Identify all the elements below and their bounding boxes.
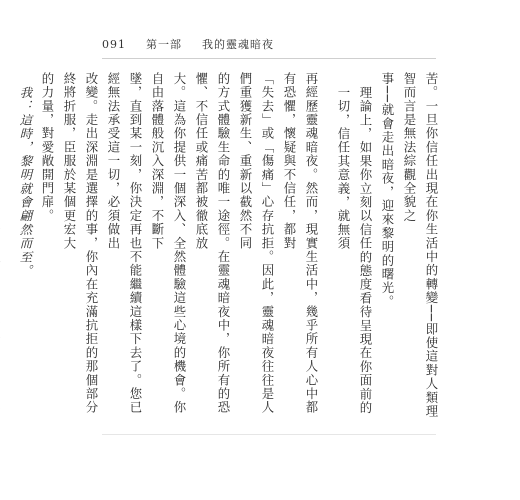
text-column: 「失去」或「傷痛」心存抗拒。因此，靈魂暗夜往往是人們重獲新生、重新以截然不同 [238, 72, 275, 415]
text-column: 墜，直到某一刻，你決定再也不能繼續這樣下去了。您已經無法承受這一切，必須做出 [106, 72, 143, 415]
text-column: 的力量，對愛敞開門扉。 [40, 72, 55, 223]
text-column: 的方式體驗生命的唯一途徑。在靈魂暗夜中，你所有的恐懼、不信任或痛苦都被徹底放 [194, 72, 231, 415]
text-column: 事──就會走出暗夜，迎來黎明的曙光。 [380, 72, 395, 309]
bottom-divider [102, 434, 436, 435]
header-divider [102, 58, 436, 59]
running-header [102, 36, 274, 52]
chapter-title: 我的靈魂暗夜 [202, 38, 274, 51]
dialogue-me: 我：這時，黎明就會翩然而至。 [18, 86, 33, 278]
text-column: 理論上，如果你立刻以信任的態度看待呈現在你面前的一切，信任其意義，就無須 [336, 86, 373, 415]
text-column: 再經歷靈魂暗夜。然而，現實生活中，幾乎所有人心中都有恐懼，懷疑與不信任，都對 [282, 72, 319, 415]
page-number: 091 [102, 38, 126, 51]
vertical-body-text [18, 72, 442, 426]
text-column: 大。這為你提供一個深入、全然體驗這些心境的機會。你自由落體般沉入深淵，不斷下 [150, 72, 187, 415]
dialogue-soul [0, 72, 4, 426]
text-column: 苦。一旦你信任出現在你生活中的轉變──即使這對人類理智而言是無法綜觀全貌之 [402, 72, 439, 419]
text-column: 改變。走出深淵是選擇的事，你內在充滿抗拒的那個部分終將折服，臣服於某個更宏大 [62, 72, 99, 415]
part-label: 第一部 [146, 38, 182, 51]
